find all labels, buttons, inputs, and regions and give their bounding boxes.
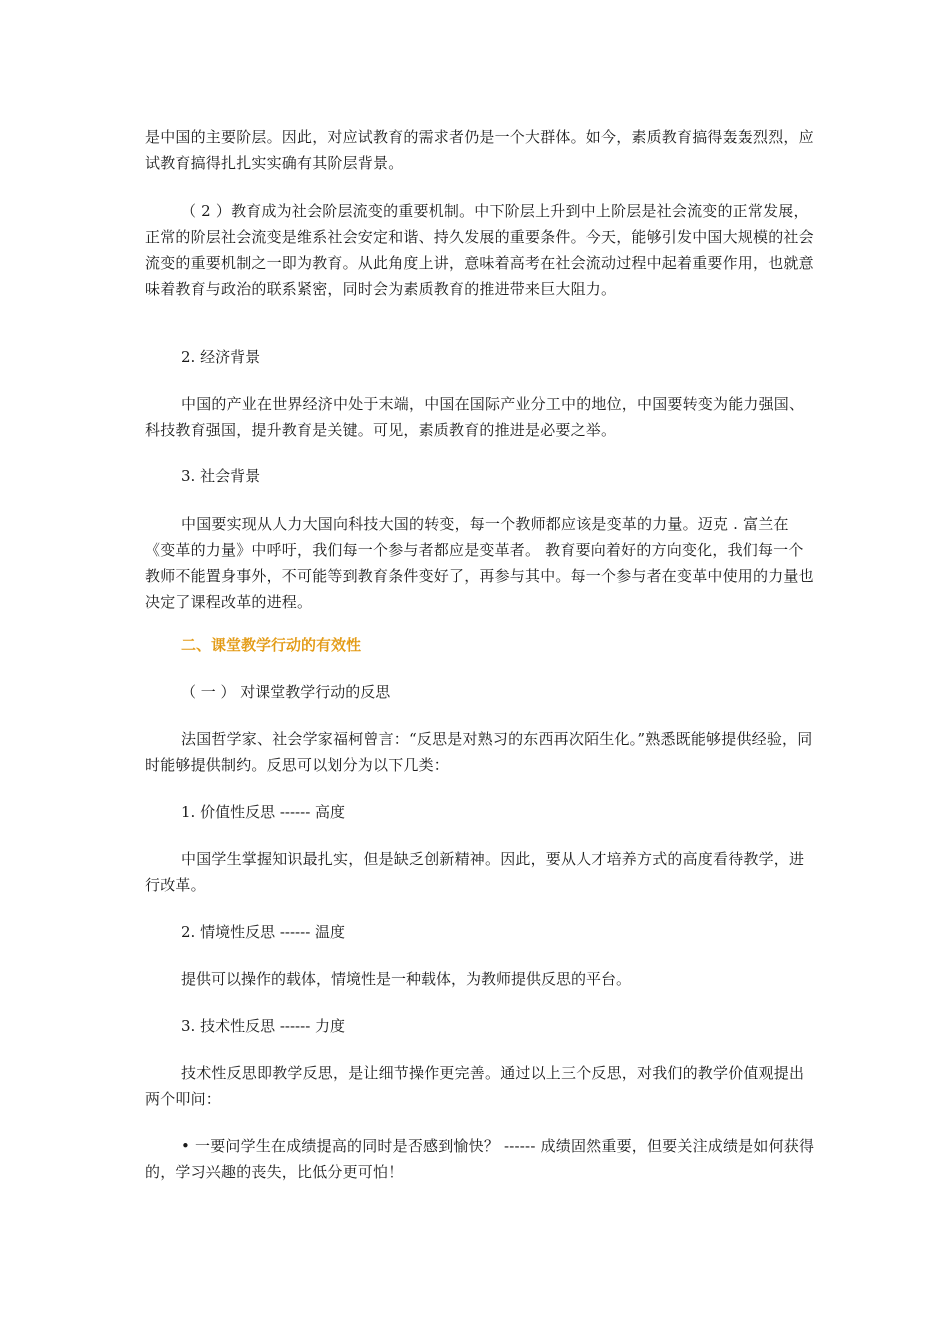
- paragraph-education-mechanism: （ 2 ）教育成为社会阶层流变的重要机制。中下阶层上升到中上阶层是社会流变的正常发展，正常的阶层社会流变是维系社会安定和谐、持久发展的重要条件。今天，能够引发中国大规模的社会流变的重要机制之一即为教育。从此角度上讲，意味着高考在社会流动过程中起着重要作用，也就意味着教育与政治的联系紧密，同时会为素质教育的推进带来巨大阻力。: [145, 202, 814, 298]
- heading-economic-background: 2. 经济背景: [181, 348, 261, 366]
- paragraph-value-reflection: 中国学生掌握知识最扎实，但是缺乏创新精神。因此，要从人才培养方式的高度看待教学，进行改革。: [145, 850, 805, 894]
- heading-context-reflection: 2. 情境性反思 ------ 温度: [181, 923, 346, 941]
- paragraph-technical-reflection: 技术性反思即教学反思，是让细节操作更完善。通过以上三个反思，对我们的教学价值观提出两个叩问：: [145, 1064, 805, 1108]
- bullet-first-question: • 一要问学生在成绩提高的同时是否感到愉快？ ------ 成绩固然重要，但要关注成绩是如何获得的，学习兴趣的丧失，比低分更可怕！: [145, 1137, 815, 1181]
- paragraph-social-background: 中国要实现从人力大国向科技大国的转变，每一个教师都应该是变革的力量。迈克 . 富兰在《变革的力量》中呼吁，我们每一个参与者都应是变革者。 教育要向着好的方向变化，我们每一个教师不能置身事外，不可能等到教育条件变好了，再参与其中。每一个参与者在变革中使用的力量也决定了课程改革的进程。: [145, 515, 814, 611]
- paragraph-context-reflection: 提供可以操作的载体，情境性是一种载体，为教师提供反思的平台。: [181, 970, 632, 988]
- paragraph-foucault-quote: 法国哲学家、社会学家福柯曾言：“反思是对熟习的东西再次陌生化。”熟悉既能够提供经验，同时能够提供制约。反思可以划分为以下几类：: [145, 730, 813, 774]
- section-title-classroom-effectiveness: 二、课堂教学行动的有效性: [181, 636, 362, 654]
- heading-technical-reflection: 3. 技术性反思 ------ 力度: [181, 1017, 346, 1035]
- paragraph-class-background: 是中国的主要阶层。因此，对应试教育的需求者仍是一个大群体。如今，素质教育搞得轰轰烈烈，应试教育搞得扎扎实实确有其阶层背景。: [145, 128, 814, 172]
- heading-value-reflection: 1. 价值性反思 ------ 高度: [181, 803, 346, 821]
- heading-social-background: 3. 社会背景: [181, 467, 261, 485]
- subheading-reflection: （ 一 ） 对课堂教学行动的反思: [181, 683, 391, 701]
- paragraph-economic-background: 中国的产业在世界经济中处于末端，中国在国际产业分工中的地位，中国要转变为能力强国、科技教育强国，提升教育是关键。可见，素质教育的推进是必要之举。: [145, 395, 805, 439]
